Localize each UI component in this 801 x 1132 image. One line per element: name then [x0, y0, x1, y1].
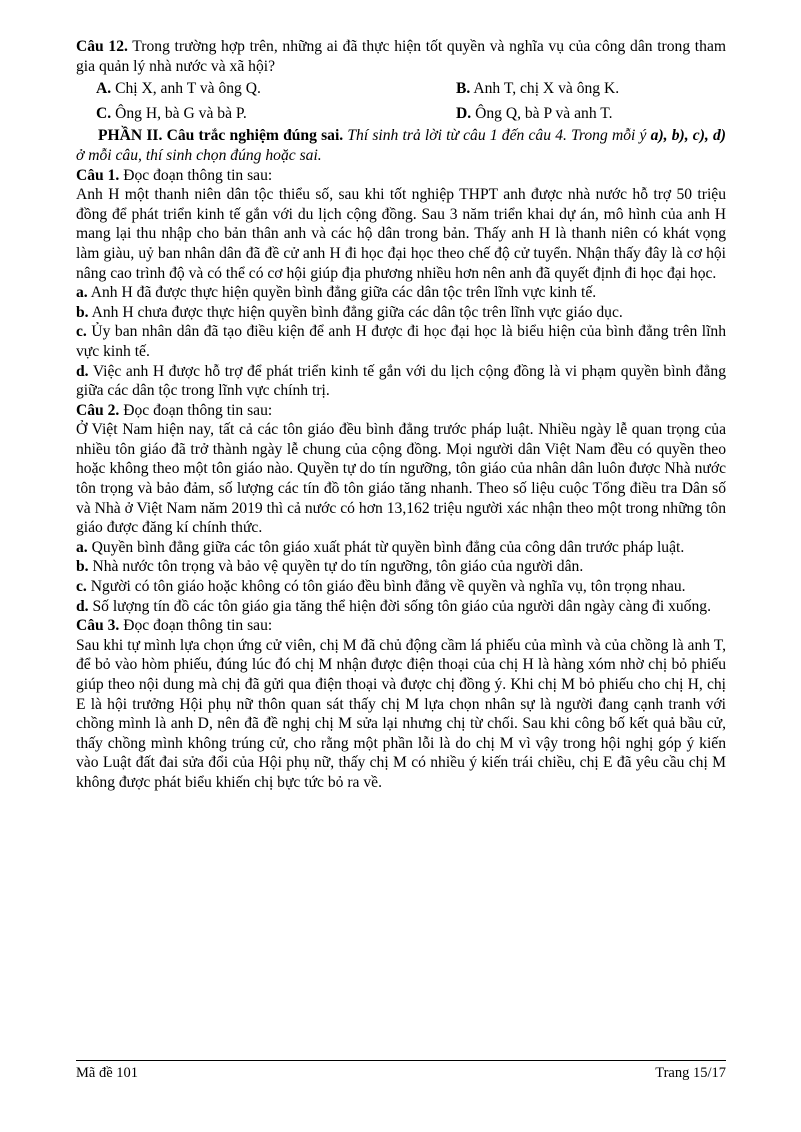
- item-text: Anh H đã được thực hiện quyền bình đẳng giữa các dân tộc trên lĩnh vực kinh tế.: [87, 284, 597, 302]
- question-2-item-a: [76, 538, 726, 558]
- question-1-item-c: [76, 322, 726, 361]
- option-b: [456, 79, 746, 99]
- part2-instr2: ở mỗi câu, thí sinh chọn đúng hoặc sai.: [76, 146, 322, 164]
- option-a-text: Chị X, anh T và ông Q.: [111, 80, 261, 98]
- option-c-letter: C.: [96, 104, 112, 122]
- question-2-intro: Đọc đoạn thông tin sau:: [119, 401, 273, 419]
- item-text: Nhà nước tôn trọng và bảo vệ quyền tự do tín ngưỡng, tôn giáo của người dân.: [88, 558, 584, 576]
- item-letter: b.: [76, 558, 89, 576]
- option-d: [456, 104, 746, 124]
- question-2-item-c: [76, 577, 726, 597]
- page-content: [76, 37, 726, 793]
- question-1-header: [76, 166, 726, 186]
- item-text: Số lượng tín đồ các tôn giáo gia tăng thể hiện đời sống tôn giáo của người dân ngày càng đi xuống.: [88, 597, 711, 615]
- option-b-letter: B.: [456, 80, 471, 98]
- item-text: Quyền bình đẳng giữa các tôn giáo xuất phát từ quyền bình đẳng của công dân trước pháp luật.: [87, 538, 685, 556]
- option-b-text: Anh T, chị X và ông K.: [470, 80, 620, 98]
- option-a-letter: A.: [96, 80, 112, 98]
- question-3-passage: Sau khi tự mình lựa chọn ứng cử viên, chị M đã chủ động cầm lá phiếu của mình và của chồng là anh T, để bỏ vào hòm phiếu, đúng lúc đó chị M nhận được điện thoại của chị H là hàng xóm nhờ chị bỏ phiếu giúp theo nội dung mà chị đã gửi qua điện thoại và được chị đồng ý. Khi chị M bỏ phiếu cho chị H, chị E là hội trưởng Hội phụ nữ thôn quan sát thấy chị M lựa chọn nhân sự là người đang cạnh tranh với chồng mình là anh D, nên đã đề nghị chị M sửa lại nhưng chị từ chối. Sau khi công bố kết quả bầu cử, thấy chồng mình không trúng cử, cho rằng một phần lỗi là do chị M vì vậy trong hội nghị góp ý kiến vào Luật đất đai sửa đổi của Hội phụ nữ, thấy chị M có nhiều ý kiến trái chiều, chị E đã yêu cầu chị M không được phát biểu khiến chị bực tức bỏ ra về.: [76, 636, 726, 791]
- question-2-item-b: [76, 557, 726, 577]
- item-letter: a.: [76, 538, 88, 556]
- option-d-text: Ông Q, bà P và anh T.: [471, 104, 613, 122]
- item-letter: d.: [76, 362, 89, 380]
- part2-instr1: Thí sinh trả lời từ câu 1 đến câu 4. Trong mỗi ý: [343, 127, 651, 145]
- question-12: [76, 37, 726, 76]
- part2-instr-bold: a), b), c), d): [650, 127, 726, 145]
- item-letter: a.: [76, 284, 88, 302]
- item-letter: c.: [76, 323, 87, 341]
- question-2-passage: Ở Việt Nam hiện nay, tất cả các tôn giáo đều bình đẳng trước pháp luật. Nhiều ngày lễ quan trọng của nhiều tôn giáo đã trở thành ngày lễ chung của cộng đồng. Mọi người dân Việt Nam đều có quyền theo hoặc không theo một tôn giáo nào. Quyền tự do tín ngưỡng, tôn giáo của nhân dân luôn được Nhà nước tôn trọng và bảo đảm, số lượng các tín đồ tôn giáo tăng nhanh. Theo số liệu cuộc Tổng điều tra Dân số và Nhà ở Việt Nam năm 2019 thì cả nước có hơn 13,162 triệu người xác nhận theo một trong những tôn giáo được đăng kí chính thức.: [76, 421, 726, 537]
- question-3-header: [76, 616, 726, 636]
- question-3-intro: Đọc đoạn thông tin sau:: [119, 617, 273, 635]
- item-text: Người có tôn giáo hoặc không có tôn giáo đều bình đẳng về quyền và nghĩa vụ, tôn trọng nhau.: [86, 578, 686, 596]
- question-1-label: Câu 1.: [76, 166, 120, 184]
- page-footer: [76, 1065, 726, 1082]
- part2-title: PHẦN II. Câu trắc nghiệm đúng sai.: [98, 127, 344, 145]
- question-1-item-a: [76, 283, 726, 303]
- footer-divider: [76, 1060, 726, 1061]
- item-text: Việc anh H được hỗ trợ để phát triển kinh tế gắn với du lịch cộng đồng là vi phạm quyền bình đẳng giữa các dân tộc trong lĩnh vực chính trị.: [76, 362, 726, 400]
- question-1-item-b: [76, 303, 726, 323]
- item-letter: b.: [76, 303, 89, 321]
- question-3-label: Câu 3.: [76, 617, 120, 635]
- option-c: [96, 104, 456, 124]
- item-letter: c.: [76, 578, 87, 596]
- part2-heading: [76, 126, 726, 165]
- question-1-intro: Đọc đoạn thông tin sau:: [119, 166, 273, 184]
- question-2-item-d: [76, 597, 726, 617]
- option-d-letter: D.: [456, 104, 472, 122]
- question-12-options: [96, 79, 726, 123]
- option-c-text: Ông H, bà G và bà P.: [111, 104, 247, 122]
- question-12-label: Câu 12.: [76, 38, 128, 55]
- question-1-passage: Anh H một thanh niên dân tộc thiểu số, sau khi tốt nghiệp THPT anh được nhà nước hỗ trợ 50 triệu đồng để phát triển kinh tế gắn với du lịch cộng đồng. Sau 3 năm triển khai dự án, mô hình của anh H mang lại thu nhập cho bản thân anh và các hộ dân trong bản. Thấy anh H là thanh niên có khát vọng làm giàu, uỷ ban nhân dân đã đề cử anh H đi học đại học theo chế độ cử tuyển. Nhận thấy đây là cơ hội nâng cao trình độ và có thể có cơ hội giúp địa phương nhiều hơn nên anh đã quyết định đi học đại học.: [76, 186, 726, 282]
- option-a: [96, 79, 456, 99]
- item-text: Ủy ban nhân dân đã tạo điều kiện để anh H được đi học đại học là biểu hiện của bình đẳng trên lĩnh vực kinh tế.: [76, 323, 726, 360]
- item-text: Anh H chưa được thực hiện quyền bình đẳng giữa các dân tộc trên lĩnh vực giáo dục.: [88, 303, 623, 321]
- item-letter: d.: [76, 597, 89, 615]
- question-2-header: [76, 401, 726, 421]
- question-12-text: Trong trường hợp trên, những ai đã thực hiện tốt quyền và nghĩa vụ của công dân trong tham gia quản lý nhà nước và xã hội?: [76, 38, 726, 75]
- exam-code: Mã đề 101: [76, 1065, 139, 1081]
- page-number: Trang 15/17: [655, 1065, 726, 1081]
- question-2-label: Câu 2.: [76, 401, 120, 419]
- question-1-item-d: [76, 362, 726, 401]
